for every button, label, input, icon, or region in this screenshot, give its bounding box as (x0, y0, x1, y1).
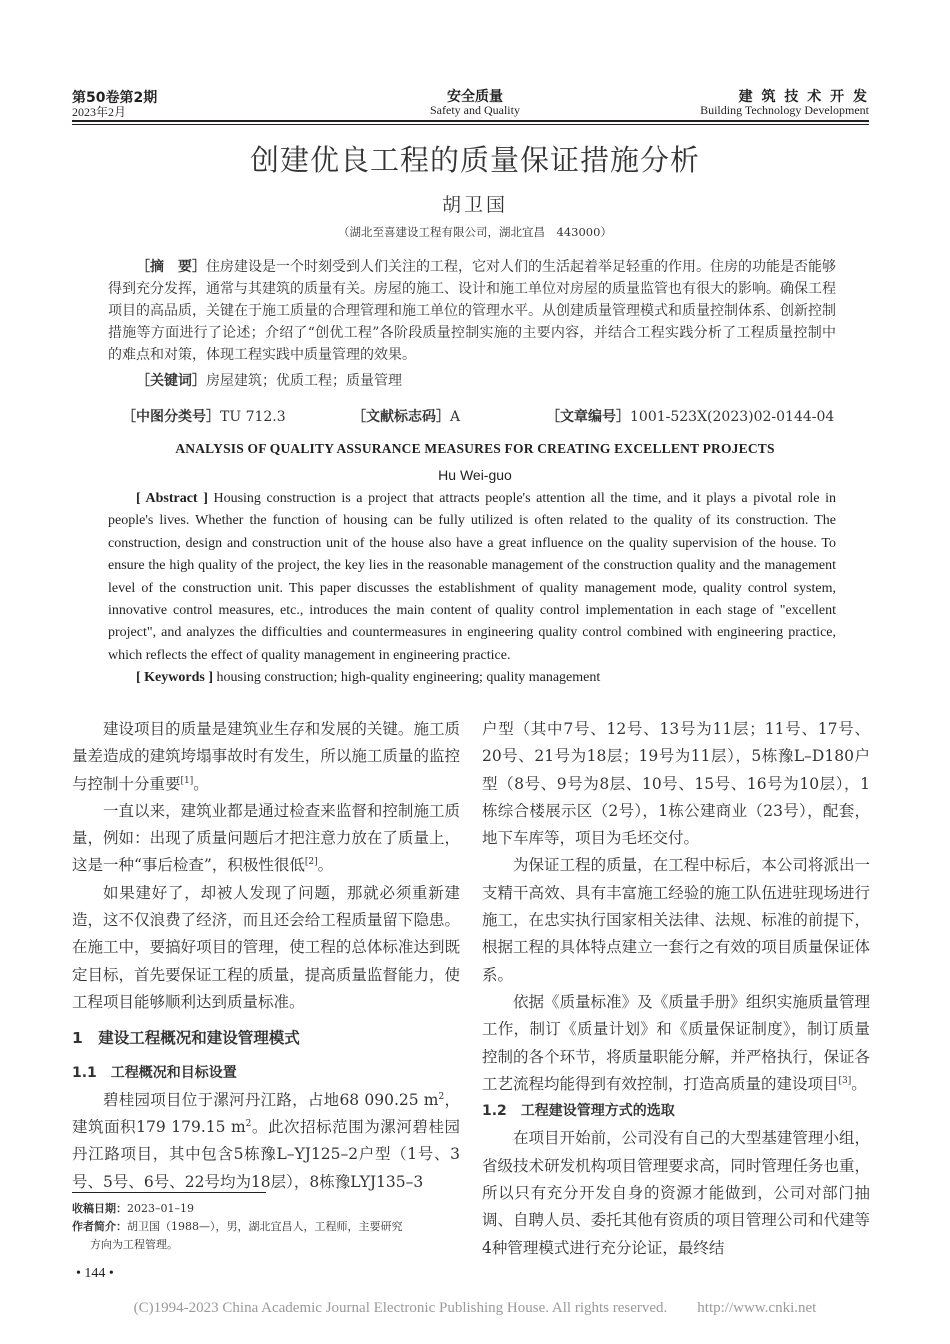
journal-name-cn: 建 筑 技 术 开 发 (738, 89, 869, 105)
author-bio-cont: 方向为工程管理。 (90, 1238, 178, 1251)
article-title-en: ANALYSIS OF QUALITY ASSURANCE MEASURES FOR CREATING EXCELLENT PROJECTS (175, 441, 775, 456)
footnote (72, 1200, 462, 1254)
paragraph: 在项目开始前，公司没有自己的大型基建管理小组，省级技术研发机构项目管理要求高，同时管理任务也重，所以只有充分开发自身的资源才能做到，公司对部门抽调、自聘人员、委托其他有资质的项目管理公司和代建等4种管理模式进行充分论证，最终结 (482, 1129, 870, 1257)
doc-code-label: ［文献标志码］ (352, 409, 450, 425)
author-bio-label: 作者简介： (72, 1220, 127, 1233)
journal-name-en: Building Technology Development (700, 103, 869, 117)
section-heading-1-1: 1.1 工程概况和目标设置 (72, 1064, 237, 1081)
received-label: 收稿日期： (72, 1202, 127, 1215)
citation-2: [2] (304, 857, 318, 868)
body-right-column (482, 716, 870, 1262)
doc-code-value: A (450, 409, 461, 425)
classification-code (122, 406, 286, 426)
paragraph: 依据《质量标准》及《质量手册》组织实施质量管理工作，制订《质量计划》和《质量保证制度》，制订质量控制的各个环节，将质量职能分解，并严格执行，保证各工艺流程均能得到有效控制，打造高质量的建设项目[3]。 (482, 992, 870, 1093)
citation-3: [3] (838, 1075, 852, 1086)
article-title: 创建优良工程的质量保证措施分析 (249, 143, 700, 177)
abstract-en (108, 488, 836, 690)
section-heading-1: 1 建设工程概况和建设管理模式 (72, 1029, 300, 1048)
abstract-cn (108, 256, 836, 392)
author-bio: 胡卫国（1988—），男，湖北宜昌人，工程师，主要研究 (127, 1220, 403, 1233)
abstract-en-label: [ Abstract ] (136, 491, 208, 506)
abstract-cn-label: ［摘 要］ (136, 259, 206, 275)
section-heading-1-2: 1.2 工程建设管理方式的选取 (482, 1103, 675, 1120)
author-name: 胡卫国 (441, 194, 508, 216)
author-affiliation: （湖北至喜建设工程有限公司，湖北宜昌 443000） (338, 225, 612, 239)
keywords-cn-text: 房屋建筑；优质工程；质量管理 (206, 373, 402, 389)
journal-date: 2023年2月 (72, 105, 127, 119)
paragraph: 户型（其中7号、12号、13号为11层；11号、17号、20号、21号为18层；19号为11层），5栋豫L–D180户型（8号、9号为8层、10号、15号、16号为10层），1栋综合楼展示区（2号），1栋公建商业（23号），配套，地下车库等，项目为毛坯交付。 (482, 720, 870, 848)
copyright-watermark: (C)1994-2023 China Academic Journal Electronic Publishing House. All rights reserved. http://www.cnki.net (133, 1300, 817, 1316)
keywords-en-label: [ Keywords ] (136, 670, 213, 686)
article-number (546, 406, 834, 426)
author-name-en: Hu Wei-guo (438, 467, 512, 483)
header-rule (72, 120, 869, 122)
keywords-en-text: housing construction; high-quality engineering; quality management (216, 670, 601, 686)
section-title-en: Safety and Quality (430, 103, 520, 117)
body-left-column (72, 716, 460, 1196)
article-no-value: 1001-523X(2023)02-0144-04 (630, 409, 835, 425)
section-title-cn: 安全质量 (447, 89, 503, 105)
classification-label: ［中图分类号］ (122, 409, 220, 425)
citation-1: [1] (180, 775, 194, 786)
footnote-rule (72, 1192, 266, 1193)
classification-value: TU 712.3 (220, 409, 286, 425)
article-no-label: ［文章编号］ (546, 409, 630, 425)
paragraph: 如果建好了，却被人发现了问题，那就必须重新建造，这不仅浪费了经济，而且还会给工程质量留下隐患。在施工中，要搞好项目的管理，使工程的总体标准达到既定目标，首先要保证工程的质量，提高质量监督能力，使工程项目能够顺利达到质量标准。 (72, 883, 460, 1011)
paragraph: 建设项目的质量是建筑业生存和发展的关键。施工质量差造成的建筑垮塌事故时有发生，所以施工质量的监控与控制十分重要[1]。 (72, 720, 460, 793)
paragraph: 碧桂园项目位于漯河丹江路，占地68 090.25 $m^2$，建筑面积179 179.15 $m^2$。此次招标范围为漯河碧桂园丹江路项目，其中包含5栋豫L–YJ125–2户型（1号、3号、5号、6号、22号均为18层），8栋豫LYJ135–3 (72, 1090, 460, 1191)
journal-volume: 第50卷第2期 (72, 90, 158, 106)
received-date: 2023–01–19 (127, 1202, 194, 1215)
header-rule-thin (72, 124, 869, 125)
page-number: • 144 • (76, 1266, 114, 1281)
paragraph: 为保证工程的质量，在工程中标后，本公司将派出一支精干高效、具有丰富施工经验的施工队伍进驻现场进行施工，在忠实执行国家相关法律、法规、标准的前提下，根据工程的具体特点建立一套行之有效的项目质量保证体系。 (482, 856, 870, 984)
abstract-en-text: Housing construction is a project that attracts people's attention all the time, and it plays a pivotal role in people's lives. Whether the function of housing can be fully utilized is often related to the quality of its construction. The construction, design and construction unit of the house also have a great influence on the quality supervision of the house. To ensure the high quality of the project, the key lies in the reasonable management of the construction quality and the management level of the construction unit. This paper discusses the establishment of quality management mode, quality control system, innovative control measures, etc., introduces the main content of quality control implementation in each stage of "excellent project", and analyzes the difficulties and countermeasures in engineering quality control combined with engineering practice, which reflects the effect of quality management in engineering practice. (108, 491, 836, 663)
document-code (352, 406, 460, 426)
abstract-cn-text: 住房建设是一个时刻受到人们关注的工程，它对人们的生活起着举足轻重的作用。住房的功能是否能够得到充分发挥，通常与其建筑的质量有关。房屋的施工、设计和施工单位对房屋的质量监管也有很大的影响。确保工程项目的高品质，关键在于施工质量的合理管理和施工单位的管理水平。从创建质量管理模式和质量控制体系、创新控制措施等方面进行了论述；介绍了“创优工程”各阶段质量控制实施的主要内容，并结合工程实践分析了工程质量控制中的难点和对策，体现工程实践中质量管理的效果。 (108, 259, 836, 363)
paragraph: 一直以来，建筑业都是通过检查来监督和控制施工质量，例如：出现了质量问题后才把注意力放在了质量上，这是一种“事后检查”，积极性很低[2]。 (72, 801, 460, 875)
keywords-cn-label: ［关键词］ (136, 373, 206, 389)
